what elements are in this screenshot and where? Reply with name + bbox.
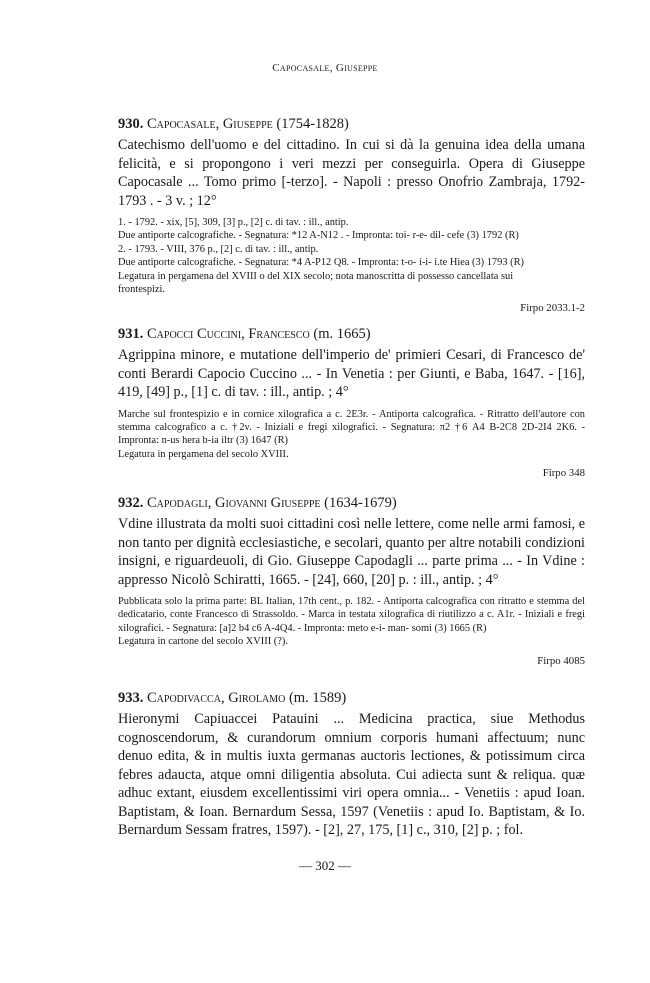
running-head: Capocasale, Giuseppe: [272, 62, 378, 74]
entry-forename: Francesco: [248, 326, 310, 342]
entry-932: [118, 495, 585, 667]
entry-heading: 931. Capocci Cuccini, Francesco (m. 1665): [118, 326, 371, 342]
entry-number: 931.: [118, 326, 144, 342]
note-line: frontespizi.: [118, 284, 166, 296]
entry-surname: Capocasale: [147, 116, 216, 132]
note-line: Due antiporte calcografiche. - Segnatura: *4 A-P12 Q8. - Impronta: t-o- i-i- i.te Hiea (3) 1793 (R): [118, 257, 524, 269]
entry-notes: [118, 408, 585, 462]
entry-number: 930.: [118, 116, 144, 132]
entry-heading: 930. Capocasale, Giuseppe (1754-1828): [118, 116, 349, 132]
entry-dates: (m. 1665): [313, 326, 371, 342]
entry-notes: [118, 216, 585, 296]
shelfmark: Firpo 2033.1-2: [520, 302, 585, 315]
note-line: 2. - 1793. - VIII, 376 p., [2] c. di tav. : ill., antip.: [118, 243, 319, 255]
entry-heading: 932. Capodagli, Giovanni Giuseppe (1634-1679): [118, 495, 397, 511]
entry-dates: (1634-1679): [324, 495, 397, 511]
entry-933: [118, 690, 585, 840]
entry-number: 933.: [118, 690, 144, 706]
note-line: Marche sul frontespizio e in cornice xilografica a c. 2E3r. - Antiporta calcografica. - Ritratto dell'autore con stemma calcografico a c. †2v. - Iniziali e fregi xilografici. - Segnatura: π2 †6 A4 B-2C8 2D-2I4 2K6. - Impronta: n-us hera b-ia iltr (3) 1647 (R): [118, 408, 585, 447]
note-line: Legatura in cartone del secolo XVIII (?).: [118, 636, 288, 648]
entry-forename: Giovanni Giuseppe: [215, 495, 321, 511]
entry-notes: [118, 595, 585, 649]
entry-surname: Capocci Cuccini: [147, 326, 242, 342]
entry-title: Agrippina minore, e mutatione dell'imperio de' primieri Cesari, di Francesco de' conti Berardi Capocio Cuccino ... - In Venetia : per Giunti, e Baba, 1647. - [16], 419, [49] p., [1] c. di tav. : ill., antip. ; 4°: [118, 347, 585, 400]
entry-title: Catechismo dell'uomo e del cittadino. In cui si dà la genuina idea della umana felicità, e si propongono i veri mezzi per conseguirla. Opera di Giuseppe Capocasale ... Tomo primo [-terzo]. - Napoli : presso Onofrio Zambraja, 1792-1793 . - 3 v. ; 12°: [118, 137, 585, 209]
entry-surname: Capodagli: [147, 495, 208, 511]
note-line: Legatura in pergamena del XVIII o del XIX secolo; nota manoscritta di possesso cancellata sui: [118, 270, 514, 282]
shelfmark: Firpo 348: [542, 467, 585, 480]
entry-surname: Capodivacca: [147, 690, 221, 706]
entry-930: [118, 116, 585, 314]
note-line: 1. - 1792. - xix, [5], 309, [3] p., [2] c. di tav. : ill., antip.: [118, 217, 349, 228]
note-line: Pubblicata solo la prima parte: BL Italian, 17th cent., p. 182. - Antiporta calcografica con ritratto e stemma del dedicatario, conte Francesco di Strassoldo. - Marca in testata xilografica di riutilizzo a c. A1r. - Iniziali e fregi xilografici. - Segnatura: [a]2 b4 c6 A-4Q4. - Impronta: meto e-i- man- somi (3) 1665 (R): [118, 596, 585, 634]
entry-dates: (m. 1589): [288, 690, 347, 706]
entry-title: Hieronymi Capiuaccei Patauini ... Medicina practica, siue Methodus cognoscendorum, & curandorum omnium corporis humani affectuum; nunc denuo edita, & in multis iuxta germanas auctoris lectiones, & potissimum circa febres adaucta, atque omni diligentia absoluta. Cui adiecta sunt & reliqua. quæ adhuc extant, eiusdem excellentissimi viri opera omnia... - Venetiis : apud Ioan. Baptistam, & Ioan. Bernardum Sessa, 1597 (Venetiis : apud Io. Baptistam, & Io. Bernardum Sessam fratres, 1597). - [2], 27, 175, [1] c., 310, [2] p. ; fol.: [118, 711, 585, 838]
entry-heading: 933. Capodivacca, Girolamo (m. 1589): [118, 690, 347, 706]
entry-title: Vdine illustrata da molti suoi cittadini così nelle lettere, come nelle armi famosi, e non tanto per dignità ecclesiastiche, e secolari, quanto per altre notabili condizioni insigni, e riguardeuoli, di Gio. Giuseppe Capodagli ... parte prima ... - In Vdine : appresso Nicolò Schiratti, 1665. - [24], 660, [20] p. : ill., antip. ; 4°: [118, 516, 585, 588]
entry-number: 932.: [118, 495, 144, 511]
entry-931: [118, 326, 585, 479]
note-line: Legatura in pergamena del secolo XVIII.: [118, 448, 289, 460]
entry-dates: (1754-1828): [276, 116, 349, 132]
note-line: Due antiporte calcografiche. - Segnatura: *12 A-N12 . - Impronta: toi- r-e- dil- cefe (3) 1792 (R): [118, 230, 519, 242]
entry-forename: Girolamo: [228, 690, 286, 706]
page-number: — 302 —: [299, 858, 351, 873]
shelfmark: Firpo 4085: [537, 654, 585, 667]
entry-forename: Giuseppe: [222, 116, 273, 132]
